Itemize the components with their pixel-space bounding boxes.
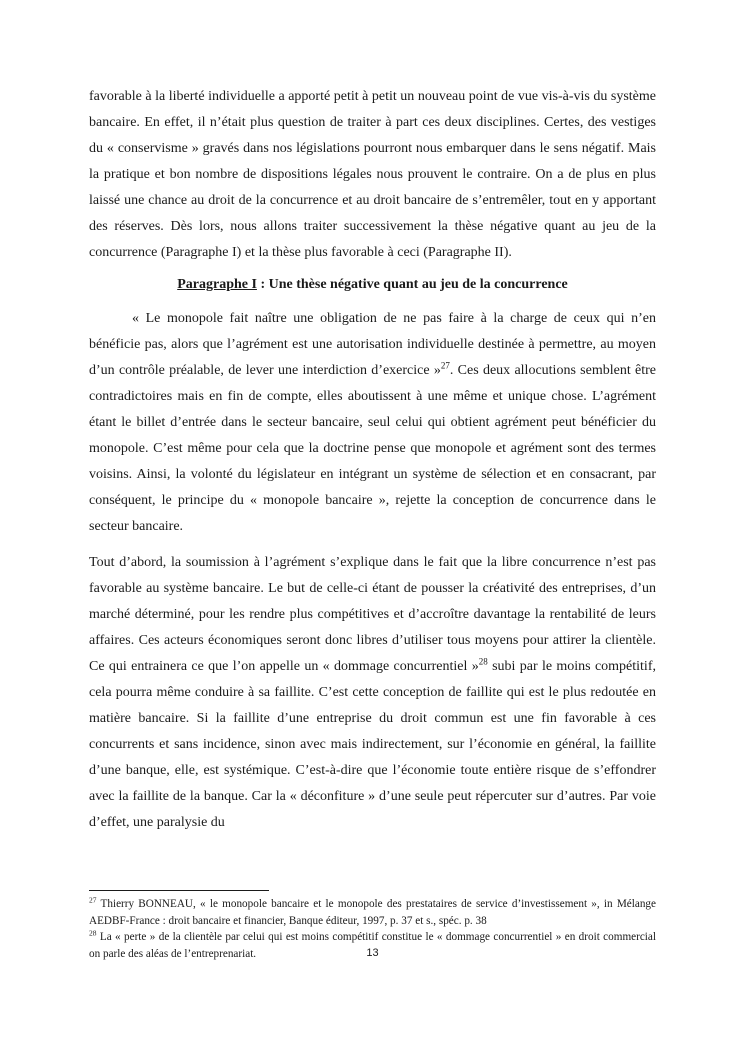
footnote-28-text: La « perte » de la clientèle par celui qui est moins compétitif constitue le « dommage concurrentiel » en droit commercial on parle des aléas de l’entreprenariat. bbox=[89, 931, 656, 960]
paragraph-monopole-text-b: . Ces deux allocutions semblent être contradictoires mais en fin de compte, elles aboutissent à une même et unique chose. L’agrément étant le billet d’entrée dans le secteur bancaire, seul celui qui obtient agrément peut bénéficier du monopole. C’est même pour cela que la doctrine pense que monopole et agrément sont des termes voisins. Ainsi, la volonté du législateur en intégrant un système de sélection et en consacrant, par conséquent, le principe du « monopole bancaire », rejette la conception de concurrence dans le secteur bancaire. bbox=[89, 363, 656, 534]
footnote-28-number: 28 bbox=[89, 928, 97, 938]
paragraph-monopole-text-a: « Le monopole fait naître une obligation de ne pas faire à la charge de ceux qui n’en bénéficie pas, alors que l’agrément est une autorisation individuelle destinée à permettre, au moyen d’un contrôle préalable, de lever une interdiction d’exercice » bbox=[89, 311, 656, 378]
paragraph-monopole bbox=[89, 306, 656, 540]
section-heading-title: : Une thèse négative quant au jeu de la concurrence bbox=[256, 277, 568, 292]
footnote-separator bbox=[89, 890, 269, 891]
footnote-27-text: Thierry BONNEAU, « le monopole bancaire et le monopole des prestataires de service d’investissement », in Mélange AEDBF-France : droit bancaire et financier, Banque éditeur, 1997, p. 37 et s., spéc. p. 38 bbox=[89, 898, 656, 927]
footnote-ref-28: 28 bbox=[478, 656, 488, 667]
paragraph-continuation: favorable à la liberté individuelle a apporté petit à petit un nouveau point de vue vis-à-vis du système bancaire. En effet, il n’était plus question de traiter à part ces deux disciplines. Certes, des vestiges du « conservisme » gravés dans nos législations pourront nous embarquer dans le sens négatif. Mais la pratique et bon nombre de dispositions légales nous prouvent le contraire. On a de plus en plus laissé une chance au droit de la concurrence et au droit bancaire de s’entremêler, tout en y apportant des réserves. Dès lors, nous allons traiter successivement la thèse négative quant au jeu de la concurrence (Paragraphe I) et la thèse plus favorable à ceci (Paragraphe II). bbox=[89, 89, 656, 260]
footnote-ref-27: 27 bbox=[440, 360, 450, 371]
paragraph-agrement-text-a: Tout d’abord, la soumission à l’agrément s’explique dans le fait que la libre concurrence n’est pas favorable au système bancaire. Le but de celle-ci étant de pousser la créativité des entreprises, d’un marché déterminé, pour les rendre plus compétitives et d’accroître davantage la rentabilité de leurs affaires. Ces acteurs économiques seront donc libres d’utiliser tous moyens pour attirer la clientèle. Ce qui entrainera ce que l’on appelle un « dommage concurrentiel » bbox=[89, 555, 656, 674]
body-text bbox=[89, 84, 656, 836]
footnote-27-number: 27 bbox=[89, 895, 97, 905]
paragraph-agrement-text-b: subi par le moins compétitif, cela pourra même conduire à sa faillite. C’est cette conception de faillite qui est le plus redoutée en matière bancaire. Si la faillite d’une entreprise du droit commun est une fin favorable à ces concurrents et sans incidence, sinon avec mais indirectement, sur l’économie en général, la faillite d’une banque, elle, est systémique. C’est-à-dire que l’économie toute entière risque de s’effondrer avec la faillite de la banque. Car la « déconfiture » d’une seule peut répercuter sur d’autres. Par voie d’effet, une paralysie du bbox=[89, 659, 656, 830]
footnote-27 bbox=[89, 896, 656, 929]
page-number: 13 bbox=[366, 947, 379, 959]
section-heading-label: Paragraphe I bbox=[177, 277, 257, 292]
paragraph-agrement bbox=[89, 550, 656, 836]
section-heading bbox=[89, 272, 656, 298]
